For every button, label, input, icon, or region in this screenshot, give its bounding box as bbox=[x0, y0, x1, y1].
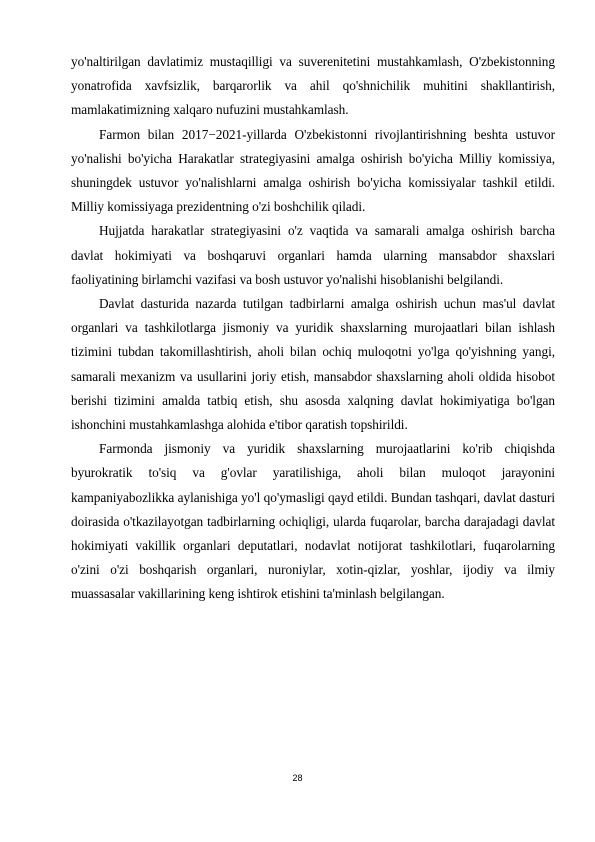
page-number: 28 bbox=[292, 773, 303, 783]
paragraph-1: yo'naltirilgan davlatimiz mustaqilligi va suverenitetini mustahkamlash, O'zbekistonning yonatrofida xavfsizlik, barqarorlik va ahil qo'shnichilik muhitini shakllantirish, mamlakatimizning xalqaro nufuzini mustahkamlash. bbox=[71, 54, 555, 118]
paragraph-5: Farmonda jismoniy va yuridik shaxslarning murojaatlarini ko'rib chiqishda byurokratik to'siq va g'ovlar yaratilishiga, aholi bilan muloqot jarayonini kampaniyabozlikka aylanishiga yo'l qo'ymasligi qayd etildi. Bundan tashqari, davlat dasturi doirasida o'tkazilayotgan tadbirlarning ochiqligi, ularda fuqarolar, barcha darajadagi davlat hokimiyati vakillik organlari deputatlari, nodavlat notijorat tashkilotlari, fuqarolarning o'zini o'zi boshqarish organlari, nuroniylar, xotin-qizlar, yoshlar, ijodiy va ilmiy muassasalar vakillarining keng ishtirok etishini ta'minlash belgilangan. bbox=[71, 441, 555, 602]
paragraph-4: Davlat dasturida nazarda tutilgan tadbirlarni amalga oshirish uchun mas'ul davlat organlari va tashkilotlarga jismoniy va yuridik shaxslarning murojaatlari bilan ishlash tizimini tubdan takomillashtirish, aholi bilan ochiq muloqotni yo'lga qo'yishning yangi, samarali mexanizm va usullarini joriy etish, mansabdor shaxslarning aholi oldida hisobot berishi tizimini amalda tatbiq etish, shu asosda xalqning davlat hokimiyatiga bo'lgan ishonchini mustahkamlashga alohida e'tibor qaratish topshirildi. bbox=[71, 296, 555, 433]
paragraph-2: Farmon bilan 2017−2021-yillarda O'zbekistonni rivojlantirishning beshta ustuvor yo'nalishi bo'yicha Harakatlar strategiyasini amalga oshirish bo'yicha Milliy komissiya, shuningdek ustuvor yo'nalishlarni amalga oshirish bo'yicha komissiyalar tashkil etildi. Milliy komissiyaga prezidentning o'zi boshchilik qiladi. bbox=[71, 126, 555, 215]
document-page bbox=[71, 50, 555, 607]
paragraph-3: Hujjatda harakatlar strategiyasini o'z vaqtida va samarali amalga oshirish barcha davlat hokimiyati va boshqaruvi organlari hamda ularning mansabdor shaxslari faoliyatining birlamchi vazifasi va bosh ustuvor yo'nalishi hisoblanishi belgilandi. bbox=[71, 223, 555, 287]
